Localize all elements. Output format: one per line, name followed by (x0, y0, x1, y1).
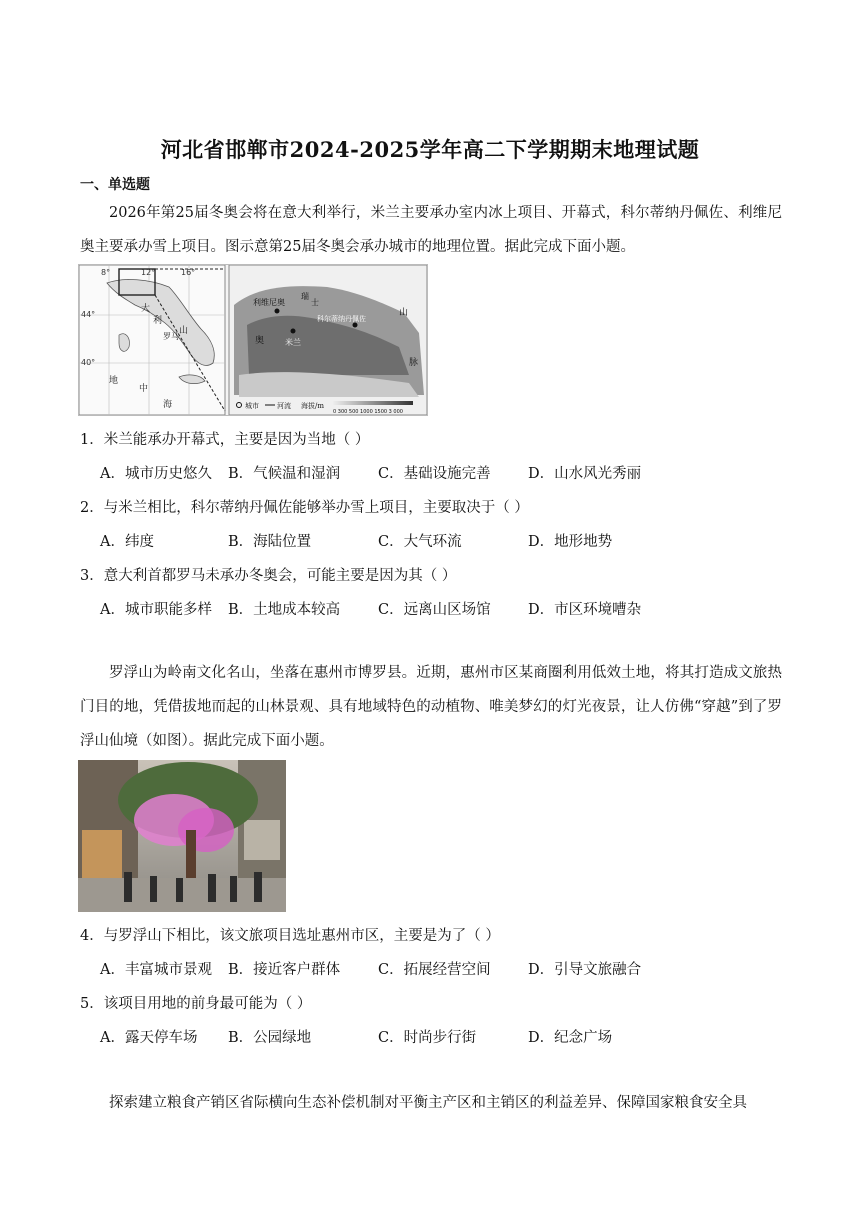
question-1-stem: 1．米兰能承办开幕式，主要是因为当地（ ） (80, 432, 370, 448)
elevation-scale-labels: 0 300 500 1000 1500 3 000 (333, 409, 403, 415)
map-region-label: 瑞 (301, 292, 309, 301)
option-c[interactable]: C．基础设施完善 (378, 466, 491, 482)
question-5-stem: 5．该项目用地的前身最可能为（ ） (80, 996, 312, 1012)
option-b[interactable]: B．接近客户群体 (228, 962, 341, 978)
shop-front (244, 820, 280, 860)
legend-river: 河流 (277, 402, 291, 410)
option-b[interactable]: B．海陆位置 (228, 534, 312, 550)
option-c[interactable]: C．时尚步行街 (378, 1030, 477, 1046)
passage-1: 2026年第25届冬奥会将在意大利举行，米兰主要承办室内冰上项目、开幕式，科尔蒂纳丹佩佐、利维尼奥主要承办雪上项目。图示意第25届冬奥会承办城市的地理位置。据此完成下面小题。 (80, 205, 782, 255)
option-c[interactable]: C．拓展经营空间 (378, 962, 491, 978)
region-label: 山 (179, 326, 189, 336)
option-d[interactable]: D．山水风光秀丽 (528, 466, 642, 482)
sardinia-shape (119, 334, 129, 352)
passage-3: 探索建立粮食产销区省际横向生态补偿机制对平衡主产区和主销区的利益差异、保障国家粮食安全具 (109, 1095, 747, 1111)
lon-label-8: 8° (101, 268, 111, 277)
option-b[interactable]: B．土地成本较高 (228, 602, 341, 618)
elevation-scale-bar (333, 401, 413, 405)
winter-olympics-map-figure (78, 264, 428, 416)
option-a[interactable]: A．城市历史悠久 (100, 466, 212, 482)
option-c[interactable]: C．大气环流 (378, 534, 462, 550)
region-label: 利 (153, 316, 163, 326)
lat-label-44: 44° (81, 310, 96, 319)
option-a[interactable]: A．丰富城市景观 (100, 962, 212, 978)
map-region-label: 奥 (255, 336, 265, 346)
legend-elevation: 海拔/m (301, 402, 324, 410)
map-region-label: 脉 (409, 358, 419, 368)
question-3-stem: 3．意大利首都罗马未承办冬奥会，可能主要是因为其（ ） (80, 568, 457, 584)
question-4-stem: 4．与罗浮山下相比，该文旅项目选址惠州市区，主要是为了（ ） (80, 928, 500, 944)
option-b[interactable]: B．气候温和湿润 (228, 466, 341, 482)
page-title: 河北省邯郸市2024-2025学年高二下学期期末地理试题 (160, 137, 700, 162)
option-d[interactable]: D．地形地势 (528, 534, 613, 550)
region-label: 地 (109, 376, 119, 386)
map-city-label: 科尔蒂纳丹佩佐 (317, 315, 366, 323)
city-dot-cortina (353, 323, 358, 328)
option-a[interactable]: A．纬度 (100, 534, 154, 550)
option-d[interactable]: D．引导文旅融合 (528, 962, 642, 978)
region-label: 罗马 (163, 332, 179, 341)
legend-city: 城市 (245, 402, 259, 410)
region-label: 中 (139, 384, 149, 394)
question-2-stem: 2．与米兰相比，科尔蒂纳丹佩佐能够举办雪上项目，主要取决于（ ） (80, 500, 529, 516)
map-city-label: 利维尼奥 (253, 298, 285, 307)
map-region-label: 山 (399, 308, 409, 318)
lat-label-40: 40° (81, 358, 96, 367)
lon-label-16: 16° (181, 268, 196, 277)
city-dot-milan (291, 329, 296, 334)
map-svg (79, 265, 427, 415)
city-dot-livigno (275, 309, 280, 314)
map-region-label: 士 (311, 298, 319, 307)
option-b[interactable]: B．公园绿地 (228, 1030, 312, 1046)
section-heading: 一、单选题 (80, 177, 150, 193)
shop-front (82, 830, 122, 880)
luofu-street-photo (78, 760, 286, 912)
tree-trunk (186, 830, 196, 880)
option-d[interactable]: D．市区环境嘈杂 (528, 602, 642, 618)
photo-svg (78, 760, 286, 912)
map-city-label: 米兰 (285, 338, 301, 347)
option-a[interactable]: A．露天停车场 (100, 1030, 198, 1046)
region-label: 大 (141, 304, 151, 314)
option-d[interactable]: D．纪念广场 (528, 1030, 613, 1046)
region-label: 海 (163, 400, 173, 410)
option-c[interactable]: C．远离山区场馆 (378, 602, 491, 618)
option-a[interactable]: A．城市职能多样 (100, 602, 212, 618)
passage-2: 罗浮山为岭南文化名山，坐落在惠州市博罗县。近期，惠州市区某商圈利用低效土地，将其打造成文旅热门目的地，凭借拔地而起的山林景观、具有地域特色的动植物、唯美梦幻的灯光夜景，让人仿佛“穿越”到了罗浮山仙境（如图）。据此完成下面小题。 (80, 665, 782, 749)
lon-label-12: 12° (141, 268, 156, 277)
